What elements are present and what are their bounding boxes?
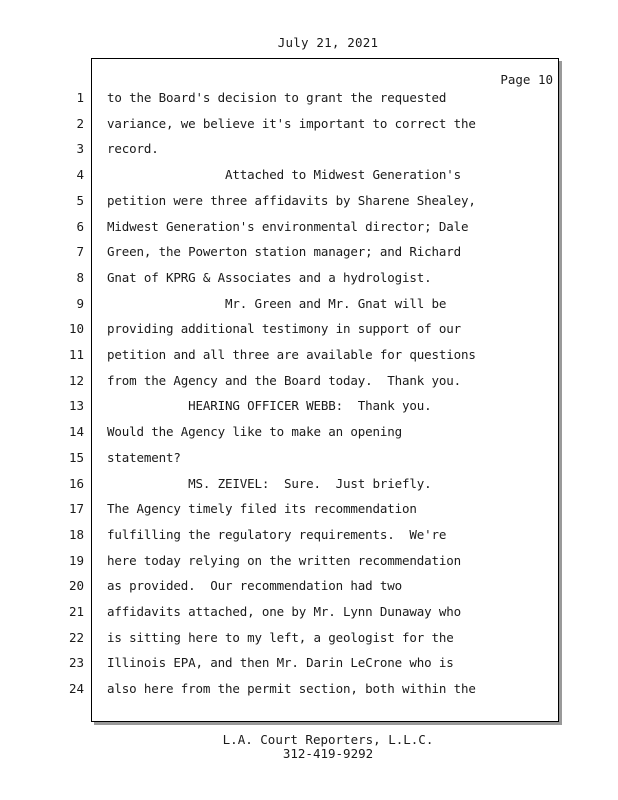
transcript-line: Green, the Powerton station manager; and Richard [107, 244, 462, 260]
footer [0, 733, 618, 761]
line-number: 14 [68, 424, 84, 440]
transcript-date: July 21, 2021 [277, 35, 379, 50]
line-number: 17 [68, 501, 84, 517]
transcript-line: MS. ZEIVEL: Sure. Just briefly. [107, 475, 432, 491]
line-number: 13 [68, 398, 84, 414]
transcript-line: HEARING OFFICER WEBB: Thank you. [107, 398, 432, 414]
line-number: 11 [68, 347, 84, 362]
line-number: 6 [76, 218, 84, 234]
transcript-line: from the Agency and the Board today. Thank you. [107, 372, 462, 388]
transcript-line: fulfilling the regulatory requirements. We're [107, 526, 447, 542]
transcript-line: Illinois EPA, and then Mr. Darin LeCrone who is [107, 655, 454, 671]
transcript-line: is sitting here to my left, a geologist for the [107, 629, 454, 645]
transcript-line: to the Board's decision to grant the requested [107, 90, 447, 105]
transcript-line: here today relying on the written recommendation [107, 552, 462, 568]
line-number: 12 [68, 372, 84, 388]
transcript-line: Mr. Green and Mr. Gnat will be [107, 295, 447, 311]
line-number: 23 [68, 655, 84, 671]
transcript-line: Midwest Generation's environmental director; Dale [107, 218, 469, 234]
line-number: 21 [68, 604, 84, 619]
page-number: Page 10 [500, 72, 553, 87]
transcript-line: also here from the permit section, both within the [107, 681, 476, 697]
transcript-line: petition were three affidavits by Sharene Shealey, [107, 192, 476, 208]
transcript-page [91, 58, 559, 722]
transcript-line: affidavits attached, one by Mr. Lynn Dunaway who [107, 604, 462, 619]
line-number: 3 [76, 141, 84, 157]
line-number: 19 [68, 552, 84, 568]
line-number: 22 [68, 629, 84, 645]
footer-company: L.A. Court Reporters, L.L.C. [222, 732, 434, 747]
line-number: 20 [68, 578, 84, 594]
line-number: 2 [76, 115, 84, 131]
transcript-line: record. [107, 141, 159, 157]
transcript-line: providing additional testimony in support of our [107, 321, 462, 337]
transcript-line: The Agency timely filed its recommendation [107, 501, 417, 517]
line-number: 1 [76, 90, 84, 105]
line-number: 16 [68, 475, 84, 491]
transcript-line: Gnat of KPRG & Associates and a hydrologist. [107, 269, 432, 285]
transcript-line: as provided. Our recommendation had two [107, 578, 403, 594]
line-number: 24 [68, 681, 84, 697]
footer-phone: 312-419-9292 [282, 746, 374, 761]
transcript-line: Attached to Midwest Generation's [107, 167, 462, 183]
transcript-line: variance, we believe it's important to correct the [107, 115, 476, 131]
line-number: 5 [76, 192, 84, 208]
line-number: 10 [68, 321, 84, 337]
transcript-line: Would the Agency like to make an opening [107, 424, 403, 440]
transcript-line: statement? [107, 449, 181, 465]
line-number: 8 [76, 269, 84, 285]
line-number: 4 [76, 167, 84, 183]
line-number: 15 [68, 449, 84, 465]
line-number: 18 [68, 526, 84, 542]
line-number: 9 [76, 295, 84, 311]
line-number: 7 [76, 244, 84, 260]
transcript-line: petition and all three are available for questions [107, 347, 476, 362]
